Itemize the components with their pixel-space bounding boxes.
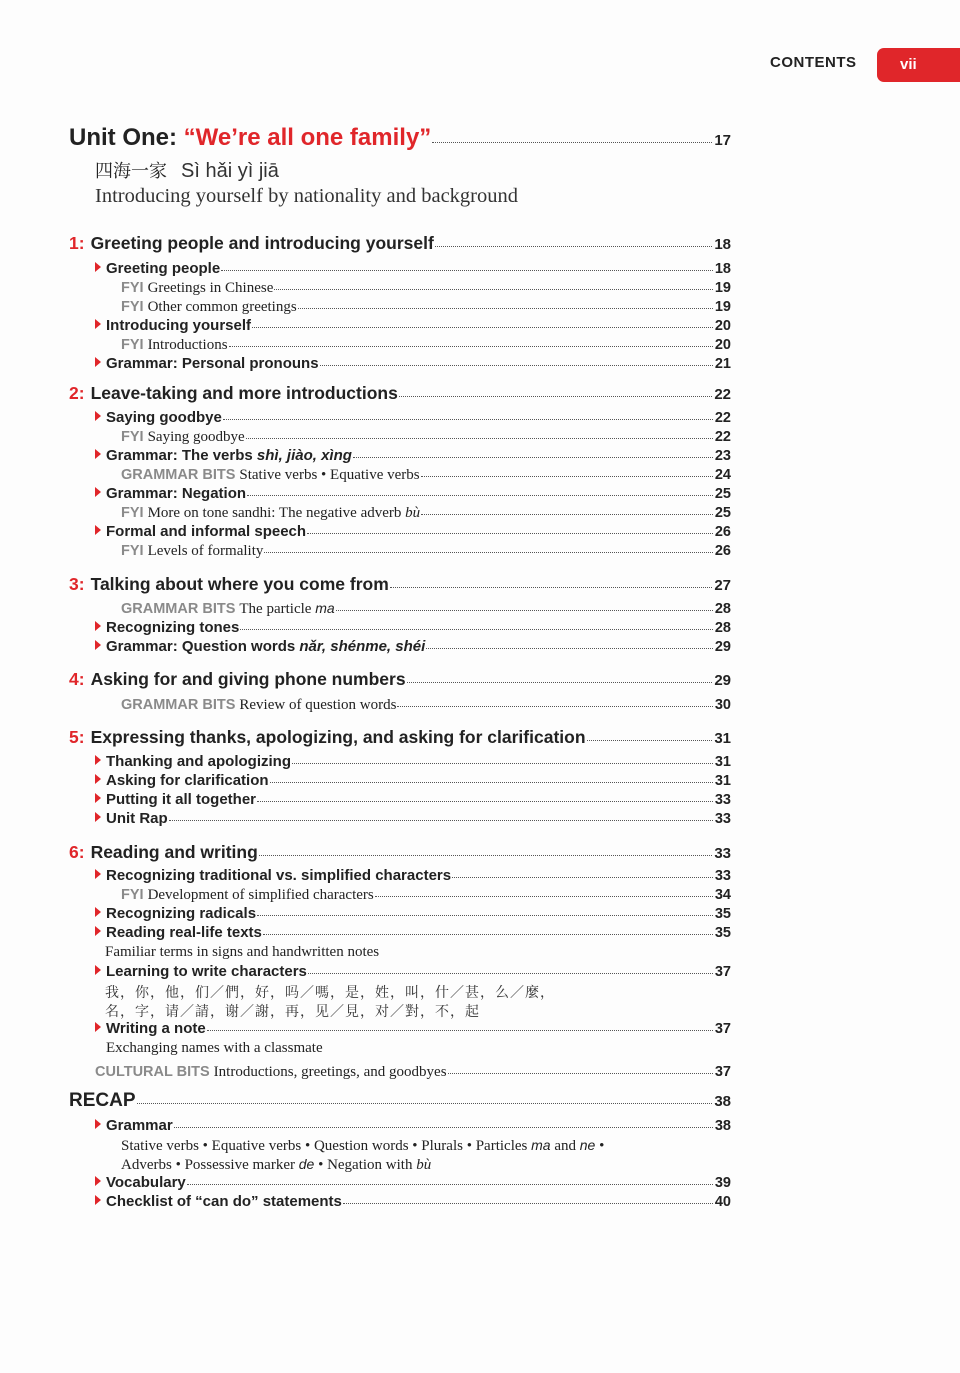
toc-entry[interactable]: [95, 485, 731, 502]
toc-entry[interactable]: [95, 447, 731, 464]
toc-sub-entry[interactable]: [121, 466, 731, 484]
entry-label: Asking for clarification: [106, 772, 269, 789]
leader-dots: [252, 327, 713, 328]
entry-note: Familiar terms in signs and handwritten notes: [105, 944, 380, 960]
triangle-bullet-icon: [95, 869, 101, 879]
fyi-tag: FYI: [121, 429, 144, 445]
unit-prefix: Unit One:: [69, 124, 184, 151]
running-header-label: CONTENTS: [770, 54, 857, 71]
triangle-bullet-icon: [95, 525, 101, 535]
toc-entry[interactable]: [95, 1020, 731, 1037]
entry-label: More on tone sandhi: The negative adverb: [147, 505, 406, 521]
chapter-5-row[interactable]: [69, 727, 731, 748]
page-ref: 25: [714, 505, 731, 521]
page-ref: 22: [714, 429, 731, 445]
triangle-bullet-icon: [95, 1195, 101, 1205]
chapter-number: 6:: [69, 842, 85, 862]
leader-dots: [257, 801, 713, 802]
leader-dots: [137, 1103, 713, 1104]
unit-name: “We’re all one family”: [183, 124, 432, 151]
entry-label: Stative verbs • Equative verbs: [239, 467, 420, 483]
leader-dots: [221, 270, 713, 271]
leader-dots: [187, 1184, 713, 1185]
entry-label: Grammar: The verbs: [106, 447, 257, 464]
unit-description: Introducing yourself by nationality and background: [95, 185, 518, 207]
triangle-bullet-icon: [95, 319, 101, 329]
toc-entry[interactable]: [95, 810, 731, 827]
leader-dots: [292, 763, 713, 764]
triangle-bullet-icon: [95, 262, 101, 272]
entry-label-italic: shì, jiào, xìng: [256, 447, 352, 464]
entry-label: Formal and informal speech: [106, 523, 307, 540]
toc-sub-entry[interactable]: [121, 504, 731, 522]
entry-label: Reading real-life texts: [106, 924, 262, 941]
entry-label: Grammar: [106, 1117, 173, 1134]
leader-dots: [223, 419, 713, 420]
chapter-title: Greeting people and introducing yourself: [90, 233, 434, 253]
recap-title: RECAP: [69, 1090, 136, 1111]
entry-label: Greeting people: [106, 260, 221, 277]
note-italic: ne: [579, 1137, 596, 1153]
entry-note: Exchanging names with a classmate: [106, 1040, 323, 1056]
toc-sub-entry[interactable]: [121, 886, 731, 904]
fyi-tag: FYI: [121, 299, 144, 315]
recap-grammar-note: [121, 1137, 604, 1155]
leader-dots: [320, 365, 713, 366]
chapter-3-row[interactable]: [69, 574, 731, 595]
leader-dots: [257, 915, 713, 916]
page-ref: 33: [714, 845, 731, 862]
triangle-bullet-icon: [95, 1176, 101, 1186]
entry-label-italic: ma: [315, 600, 335, 616]
grammar-bits-tag: GRAMMAR BITS: [121, 601, 236, 617]
triangle-bullet-icon: [95, 1022, 101, 1032]
entry-label: Writing a note: [106, 1020, 206, 1037]
leader-dots: [207, 1030, 713, 1031]
toc-sub-entry[interactable]: [121, 542, 731, 560]
entry-label: Recognizing tones: [106, 619, 240, 636]
triangle-bullet-icon: [95, 774, 101, 784]
toc-sub-entry[interactable]: [121, 428, 731, 446]
entry-label: Checklist of “can do” statements: [106, 1193, 342, 1210]
chapter-number: 4:: [69, 669, 85, 689]
note-text: and: [550, 1138, 580, 1154]
page-ref: 39: [714, 1175, 731, 1191]
page-ref: 28: [714, 620, 731, 636]
page-ref: 18: [714, 261, 731, 277]
toc-entry[interactable]: [95, 772, 731, 789]
triangle-bullet-icon: [95, 793, 101, 803]
fyi-tag: FYI: [121, 505, 144, 521]
page-number: vii: [900, 56, 917, 73]
fyi-tag: FYI: [121, 887, 144, 903]
leader-dots: [274, 289, 712, 290]
chapter-number: 1:: [69, 233, 85, 253]
leader-dots: [229, 346, 713, 347]
toc-sub-entry[interactable]: [121, 600, 731, 618]
entry-label: Introductions, greetings, and goodbyes: [213, 1064, 447, 1080]
entry-label: Grammar: Negation: [106, 485, 247, 502]
leader-dots: [240, 629, 713, 630]
entry-label: Saying goodbye: [147, 429, 245, 445]
leader-dots: [397, 706, 712, 707]
entry-label: The particle: [239, 601, 316, 617]
fyi-tag: FYI: [121, 543, 144, 559]
chapter-title: Talking about where you come from: [90, 574, 389, 594]
note-text: Adverbs • Possessive marker: [121, 1157, 299, 1173]
page-ref: 31: [714, 754, 731, 770]
cultural-bits-row[interactable]: [95, 1063, 731, 1081]
grammar-bits-tag: GRAMMAR BITS: [121, 697, 236, 713]
character-list-line: 我，你，他，们／們，好，吗／嗎，是，姓，叫，什／甚，么／麼，: [105, 985, 555, 1001]
triangle-bullet-icon: [95, 965, 101, 975]
toc-entry[interactable]: [95, 638, 731, 655]
leader-dots: [169, 820, 713, 821]
character-list-line: 名，字，请／請，谢／謝，再，见／見，对／對，不，起: [105, 1004, 480, 1020]
triangle-bullet-icon: [95, 357, 101, 367]
entry-label: Recognizing radicals: [106, 905, 257, 922]
leader-dots: [587, 740, 713, 741]
entry-label: Greetings in Chinese: [147, 280, 274, 296]
entry-label: Introducing yourself: [106, 317, 252, 334]
toc-sub-entry[interactable]: [121, 279, 731, 297]
chapter-title: Expressing thanks, apologizing, and asking for clarification: [90, 727, 586, 747]
leader-dots: [426, 648, 713, 649]
cultural-bits-tag: CULTURAL BITS: [95, 1064, 210, 1080]
entry-label: Review of question words: [239, 697, 397, 713]
note-text: •: [595, 1138, 605, 1154]
triangle-bullet-icon: [95, 926, 101, 936]
leader-dots: [246, 438, 713, 439]
page-ref: 29: [714, 639, 731, 655]
toc-entry[interactable]: [95, 409, 731, 426]
page-ref: 19: [714, 280, 731, 296]
leader-dots: [308, 973, 713, 974]
toc-entry[interactable]: [95, 753, 731, 770]
triangle-bullet-icon: [95, 755, 101, 765]
page-ref: 22: [714, 410, 731, 426]
recap-row[interactable]: [69, 1090, 731, 1112]
page-ref: 37: [714, 1064, 731, 1080]
triangle-bullet-icon: [95, 1119, 101, 1129]
page-ref: 26: [714, 524, 731, 540]
note-text: • Negation with: [314, 1157, 417, 1173]
note-text: Stative verbs • Equative verbs • Question words • Plurals • Particles: [121, 1138, 532, 1154]
leader-dots: [399, 396, 712, 397]
entry-label: Learning to write characters: [106, 963, 307, 980]
toc-sub-entry[interactable]: [121, 696, 731, 714]
page-ref: 20: [714, 337, 731, 353]
page-ref: 30: [714, 697, 731, 713]
toc-entry[interactable]: [95, 867, 731, 884]
chapter-number: 2:: [69, 383, 85, 403]
toc-sub-entry[interactable]: [121, 298, 731, 316]
chapter-number: 3:: [69, 574, 85, 594]
toc-entry[interactable]: [95, 619, 731, 636]
page-ref: 17: [714, 132, 731, 149]
leader-dots: [432, 142, 712, 143]
page-ref: 28: [714, 601, 731, 617]
triangle-bullet-icon: [95, 640, 101, 650]
page-ref: 31: [714, 730, 731, 747]
toc-entry[interactable]: [95, 1174, 731, 1191]
leader-dots: [343, 1203, 713, 1204]
page-ref: 33: [714, 811, 731, 827]
chapter-title: Asking for and giving phone numbers: [90, 669, 406, 689]
page-ref: 40: [714, 1194, 731, 1210]
leader-dots: [421, 514, 713, 515]
toc-entry[interactable]: [95, 1117, 731, 1134]
leader-dots: [174, 1127, 713, 1128]
triangle-bullet-icon: [95, 487, 101, 497]
toc-entry[interactable]: [95, 260, 731, 277]
recap-grammar-note: [121, 1156, 431, 1174]
grammar-bits-tag: GRAMMAR BITS: [121, 467, 236, 483]
entry-label: Recognizing traditional vs. simplified characters: [106, 867, 452, 884]
toc-entry[interactable]: [95, 1193, 731, 1210]
motto-characters: 四海一家: [95, 161, 167, 182]
leader-dots: [353, 457, 713, 458]
triangle-bullet-icon: [95, 621, 101, 631]
page-ref: 19: [714, 299, 731, 315]
entry-label: Saying goodbye: [106, 409, 222, 426]
toc-entry[interactable]: [95, 791, 731, 808]
triangle-bullet-icon: [95, 449, 101, 459]
entry-label-italic: bù: [405, 505, 421, 521]
leader-dots: [307, 533, 713, 534]
page-ref: 38: [714, 1093, 731, 1110]
leader-dots: [247, 495, 713, 496]
page-ref: 35: [714, 925, 731, 941]
entry-label: Other common greetings: [147, 299, 297, 315]
page-ref: 29: [714, 672, 731, 689]
toc-entry[interactable]: [95, 963, 731, 980]
page-ref: 33: [714, 792, 731, 808]
page-ref: 34: [714, 887, 731, 903]
page-ref: 27: [714, 577, 731, 594]
toc-entry[interactable]: [95, 355, 731, 372]
chapter-6-row[interactable]: [69, 842, 731, 863]
note-italic: ma: [531, 1137, 551, 1153]
toc-sub-entry[interactable]: [121, 336, 731, 354]
toc-entry[interactable]: [95, 523, 731, 540]
page-ref: 24: [714, 467, 731, 483]
entry-label: Development of simplified characters: [147, 887, 374, 903]
page-ref: 18: [714, 236, 731, 253]
page-ref: 21: [714, 356, 731, 372]
page-ref: 23: [714, 448, 731, 464]
note-italic: de: [298, 1156, 315, 1172]
page-ref: 35: [714, 906, 731, 922]
page-ref: 37: [714, 964, 731, 980]
chapter-title: Leave-taking and more introductions: [90, 383, 398, 403]
entry-label: Grammar: Personal pronouns: [106, 355, 319, 372]
leader-dots: [270, 782, 713, 783]
motto-pinyin: Sì hǎi yì jiā: [181, 160, 279, 182]
entry-label: Unit Rap: [106, 810, 168, 827]
toc-entry[interactable]: [95, 317, 731, 334]
page-ref: 22: [714, 386, 731, 403]
leader-dots: [407, 682, 713, 683]
unit-title: [69, 124, 431, 152]
note-italic: bù: [416, 1157, 432, 1173]
leader-dots: [435, 246, 713, 247]
unit-title-row[interactable]: [69, 124, 731, 152]
leader-dots: [448, 1073, 713, 1074]
unit-motto: [95, 157, 279, 183]
toc-entry[interactable]: [95, 905, 731, 922]
triangle-bullet-icon: [95, 907, 101, 917]
chapter-title: Reading and writing: [90, 842, 258, 862]
leader-dots: [264, 552, 713, 553]
page-number-tab: [877, 48, 960, 82]
chapter-2-row[interactable]: [69, 383, 731, 404]
leader-dots: [390, 587, 713, 588]
entry-label: Introductions: [147, 337, 228, 353]
leader-dots: [375, 896, 713, 897]
page-ref: 37: [714, 1021, 731, 1037]
leader-dots: [298, 308, 713, 309]
entry-label: Thanking and apologizing: [106, 753, 291, 770]
page-ref: 31: [714, 773, 731, 789]
leader-dots: [263, 934, 713, 935]
fyi-tag: FYI: [121, 280, 144, 296]
toc-entry[interactable]: [95, 924, 731, 941]
page-ref: 20: [714, 318, 731, 334]
page-ref: 38: [714, 1118, 731, 1134]
leader-dots: [336, 610, 713, 611]
entry-label: Putting it all together: [106, 791, 256, 808]
page-ref: 26: [714, 543, 731, 559]
page-ref: 25: [714, 486, 731, 502]
triangle-bullet-icon: [95, 411, 101, 421]
page-ref: 33: [714, 868, 731, 884]
entry-label: Grammar: Question words: [106, 638, 300, 655]
triangle-bullet-icon: [95, 812, 101, 822]
leader-dots: [259, 855, 713, 856]
leader-dots: [452, 877, 713, 878]
chapter-number: 5:: [69, 727, 85, 747]
entry-label: Levels of formality: [147, 543, 264, 559]
leader-dots: [421, 476, 713, 477]
entry-label: Vocabulary: [106, 1174, 186, 1191]
chapter-1-row[interactable]: [69, 233, 731, 254]
chapter-4-row[interactable]: [69, 669, 731, 690]
fyi-tag: FYI: [121, 337, 144, 353]
entry-label-italic: nǎr, shénme, shéi: [299, 638, 426, 655]
